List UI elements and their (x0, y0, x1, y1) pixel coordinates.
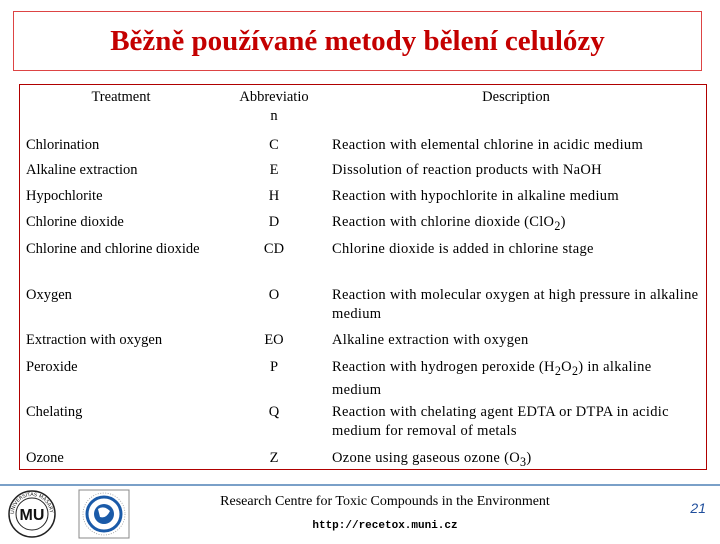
description-cell: Chlorine dioxide is added in chlorine stage (332, 241, 594, 257)
description-cell: Alkaline extraction with oxygen (332, 332, 529, 348)
abbreviation-cell: O (268, 287, 280, 303)
abbreviation-cell: Z (269, 450, 279, 466)
svg-text:MU: MU (19, 507, 45, 524)
abbreviation-cell: P (269, 359, 279, 375)
description-cell: Reaction with hypochlorite in alkaline medium (332, 188, 619, 204)
abbreviation-cell: CD (263, 241, 285, 257)
header-description: Description (482, 89, 550, 105)
treatment-cell: Extraction with oxygen (26, 332, 163, 348)
description-cell: Reaction with hydrogen peroxide $(H_2O_2)$ in alkaline medium (332, 359, 652, 398)
recetox-url-link[interactable]: http://recetox.muni.cz (312, 520, 458, 532)
header-treatment: Treatment (91, 89, 151, 105)
abbreviation-cell: H (268, 188, 280, 204)
table-row (20, 186, 706, 212)
table-row (20, 135, 706, 160)
table-row (20, 160, 706, 186)
abbreviation-cell: EO (264, 332, 284, 348)
table-row (20, 239, 706, 285)
page-number: 21 (690, 500, 706, 516)
header-abbreviation: Abbreviatio n (239, 89, 309, 124)
description-cell: Reaction with molecular oxygen at high pressure in alkaline medium (332, 287, 699, 322)
abbreviation-cell: E (269, 162, 279, 178)
slide-title: Běžně používané metody bělení celulózy (110, 24, 605, 57)
abbreviation-cell: D (268, 214, 280, 230)
footer-divider (0, 484, 720, 486)
bleaching-table-frame (19, 84, 707, 470)
treatment-cell: Chlorine and chlorine dioxide (26, 241, 200, 257)
treatment-cell: Peroxide (26, 359, 78, 375)
recetox-globe-logo-icon (78, 489, 130, 539)
abbreviation-cell: Q (268, 404, 280, 420)
table-header-row (20, 85, 706, 135)
table-row (20, 330, 706, 357)
table-row (20, 448, 706, 474)
abbreviation-cell: C (269, 137, 279, 153)
svg-text:UNIVERSITAS MASARYKIANA BRUNEN: UNIVERSITAS MASARY (9, 491, 55, 515)
description-cell: Reaction with chlorine dioxide (ClO$_2$) (332, 214, 566, 233)
table-row (20, 357, 706, 402)
description-cell: Dissolution of reaction products with NaOH (332, 162, 602, 178)
table-row (20, 212, 706, 239)
treatment-cell: Oxygen (26, 287, 72, 303)
treatment-cell: Chlorine dioxide (26, 214, 124, 230)
description-cell: Ozone using gaseous ozone $(O_3)$ (332, 450, 532, 469)
footer-center (190, 494, 580, 532)
description-cell: Reaction with elemental chlorine in acidic medium (332, 137, 644, 153)
treatment-cell: Chlorination (26, 137, 100, 153)
masaryk-university-logo-icon (8, 490, 56, 538)
research-centre-name: Research Centre for Toxic Compounds in the Environment (220, 494, 550, 509)
table-row (20, 402, 706, 448)
table-row (20, 285, 706, 330)
treatment-cell: Ozone (26, 450, 64, 466)
treatment-cell: Hypochlorite (26, 188, 103, 204)
treatment-cell: Alkaline extraction (26, 162, 138, 178)
bleaching-methods-table (20, 85, 706, 474)
title-frame (13, 11, 702, 71)
treatment-cell: Chelating (26, 404, 83, 420)
description-cell: Reaction with chelating agent EDTA or DTPA in acidic medium for removal of metals (332, 404, 669, 439)
